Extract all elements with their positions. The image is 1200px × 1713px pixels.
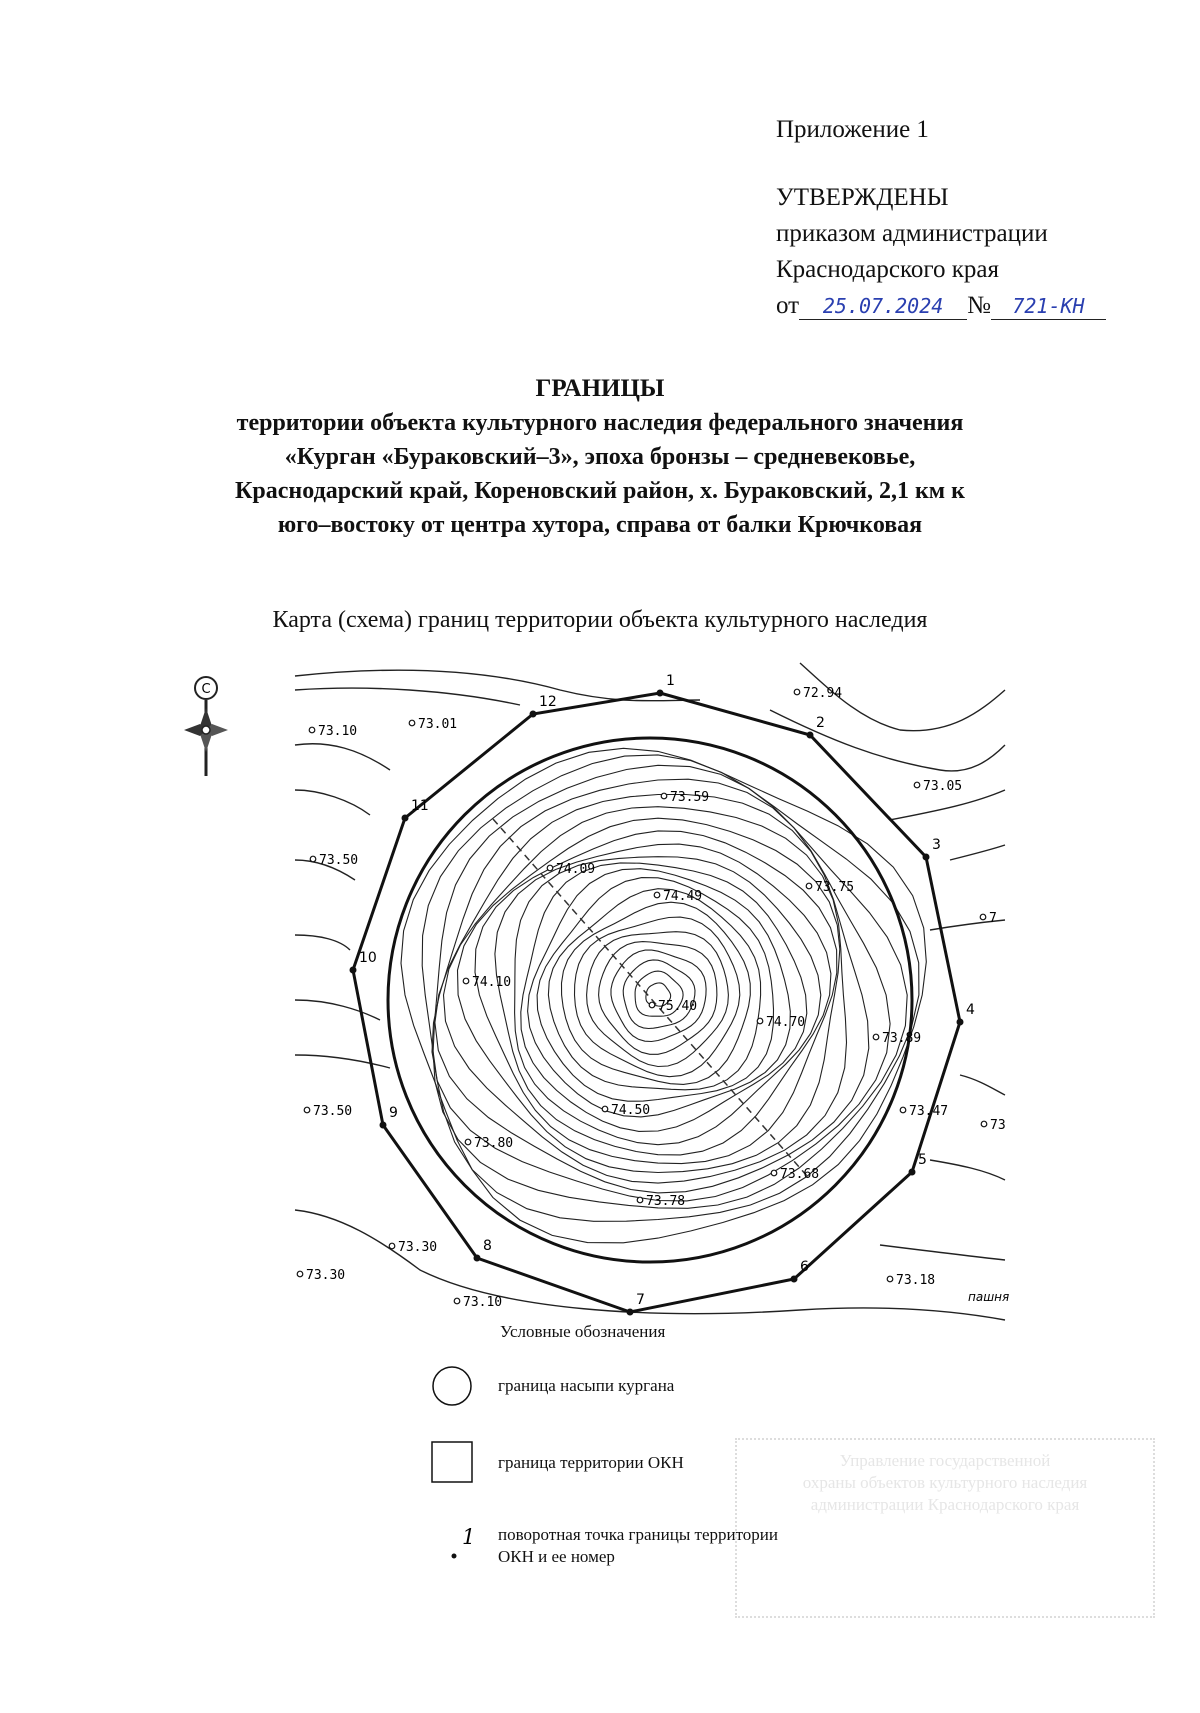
contour-line — [528, 869, 791, 1117]
elevation-point — [900, 1107, 906, 1113]
elevation-label: 73.68 — [780, 1167, 820, 1182]
elevation-point — [771, 1170, 777, 1176]
legend-point — [430, 1518, 778, 1567]
elevation-label: 73.80 — [474, 1136, 514, 1151]
boundary-map — [292, 662, 1012, 1324]
boundary-point-number: 7 — [636, 1292, 645, 1308]
circle-symbol-icon — [430, 1364, 474, 1408]
elevation-point — [654, 892, 660, 898]
boundary-point — [380, 1122, 387, 1129]
faded-stamp — [735, 1438, 1155, 1618]
boundary-point-number: 9 — [389, 1105, 398, 1121]
approved-label: УТВЕРЖДЕНЫ — [776, 184, 949, 211]
legend-mound-label: граница насыпи кургана — [498, 1376, 675, 1395]
boundary-point — [791, 1276, 798, 1283]
boundary-point-number: 12 — [539, 694, 557, 710]
elevation-point — [310, 856, 316, 862]
elevation-label: 73.30 — [398, 1240, 438, 1255]
order-label: приказом администрации — [776, 220, 1048, 247]
boundary-point — [923, 854, 930, 861]
boundary-point — [657, 690, 664, 697]
elevation-point — [649, 1002, 655, 1008]
approval-block — [776, 112, 1106, 324]
square-symbol-icon — [430, 1440, 474, 1484]
elevation-label: 74.50 — [611, 1103, 651, 1118]
elevation-point — [637, 1197, 643, 1203]
elevation-point — [980, 914, 986, 920]
appendix-label: Приложение 1 — [776, 116, 929, 143]
boundary-point-number: 6 — [800, 1259, 809, 1275]
elevation-point — [887, 1276, 893, 1282]
boundary-point-number: 3 — [932, 837, 941, 853]
boundary-point-number: 5 — [918, 1152, 927, 1168]
elevation-label: 74.09 — [556, 862, 596, 877]
document-title — [0, 372, 1200, 542]
elevation-point — [806, 883, 812, 889]
elevation-label: 73.01 — [418, 717, 458, 732]
point-symbol-number: 1 — [462, 1525, 476, 1549]
elevation-point — [465, 1139, 471, 1145]
order-date: 25.07.2024 — [799, 293, 967, 320]
boundary-point-number: 1 — [666, 673, 675, 689]
elevation-point — [661, 793, 667, 799]
boundary-point — [909, 1169, 916, 1176]
boundary-point-number: 4 — [966, 1002, 975, 1018]
elevation-point — [873, 1034, 879, 1040]
boundary-point — [474, 1255, 481, 1262]
outer-contours — [295, 663, 1005, 1320]
title-line: Краснодарский край, Кореновский район, х. Бураковский, 2,1 км к — [235, 478, 965, 504]
elevation-point — [547, 865, 553, 871]
boundary-point — [807, 732, 814, 739]
legend-title: Условные обозначения — [500, 1322, 666, 1341]
legend-point-label: поворотная точка границы территории — [498, 1525, 778, 1544]
elevation-label: 73.05 — [923, 779, 963, 794]
boundary-point-number: 2 — [816, 715, 825, 731]
svg-text:C: C — [201, 682, 211, 697]
elevation-label: 74.70 — [766, 1015, 806, 1030]
elevation-label: 73.10 — [463, 1295, 503, 1310]
elevation-label: 73.50 — [313, 1104, 353, 1119]
point-symbol-icon — [430, 1518, 474, 1562]
elevation-marks — [297, 686, 1005, 1310]
title-heading: ГРАНИЦЫ — [535, 375, 665, 402]
date-prefix: от — [776, 292, 800, 319]
elevation-point — [454, 1298, 460, 1304]
legend-mound — [430, 1364, 675, 1413]
elevation-point — [304, 1107, 310, 1113]
map-caption: Карта (схема) границ территории объекта культурного наследия — [272, 607, 928, 633]
title-line: «Курган «Бураковский–3», эпоха бронзы – средневековье, — [284, 444, 916, 470]
elevation-point — [757, 1018, 763, 1024]
legend-point-label-2: ОКН и ее номер — [498, 1547, 615, 1566]
elevation-label: 73.10 — [318, 724, 358, 739]
order-number: 721-КН — [991, 293, 1106, 320]
elevation-label: 74.49 — [663, 889, 703, 904]
elevation-label: 72.94 — [803, 686, 843, 701]
elevation-label: 73.89 — [882, 1031, 922, 1046]
elevation-point — [914, 782, 920, 788]
elevation-point — [794, 689, 800, 695]
elevation-label: 7 — [989, 911, 997, 926]
elevation-label: 73.50 — [319, 853, 359, 868]
boundary-point — [350, 967, 357, 974]
elevation-point — [297, 1271, 303, 1277]
contour-line — [444, 807, 847, 1183]
elevation-point — [409, 720, 415, 726]
elevation-point — [463, 978, 469, 984]
elevation-point — [602, 1106, 608, 1112]
field-note: пашня — [968, 1290, 1010, 1304]
number-sign: № — [967, 292, 991, 319]
boundary-point-number: 11 — [411, 798, 429, 814]
stamp-line: охраны объектов культурного наследия — [802, 1473, 1088, 1492]
title-line: юго–востоку от центра хутора, справа от балки Крючковая — [277, 512, 923, 538]
boundary-point — [627, 1309, 634, 1316]
region-label: Краснодарского края — [776, 256, 999, 283]
legend-territory-label: граница территории ОКН — [498, 1453, 684, 1472]
boundary-point-number: 10 — [359, 950, 377, 966]
boundary-point-number: 8 — [483, 1238, 492, 1254]
order-date-number — [776, 288, 1106, 324]
contour-line — [537, 878, 773, 1102]
legend-territory — [430, 1440, 684, 1489]
elevation-label: 73 — [990, 1118, 1006, 1133]
boundary-point — [957, 1019, 964, 1026]
elevation-label: 73.18 — [896, 1273, 936, 1288]
contour-line — [623, 960, 698, 1029]
elevation-point — [981, 1121, 987, 1127]
elevation-label: 73.47 — [909, 1104, 949, 1119]
elevation-label: 73.75 — [815, 880, 855, 895]
elevation-label: 74.10 — [472, 975, 512, 990]
elevation-point — [309, 727, 315, 733]
elevation-point — [389, 1243, 395, 1249]
mound-contours — [401, 748, 926, 1243]
boundary-point — [530, 711, 537, 718]
compass-rose-icon — [176, 668, 236, 778]
elevation-label: 73.59 — [670, 790, 710, 805]
elevation-label: 73.78 — [646, 1194, 686, 1209]
title-line: территории объекта культурного наследия федерального значения — [236, 410, 964, 436]
boundary-point — [402, 815, 409, 822]
stamp-line: администрации Краснодарского края — [810, 1495, 1080, 1514]
elevation-label: 73.30 — [306, 1268, 346, 1283]
elevation-label: 75.40 — [658, 999, 698, 1014]
stamp-line: Управление государственной — [839, 1451, 1051, 1470]
